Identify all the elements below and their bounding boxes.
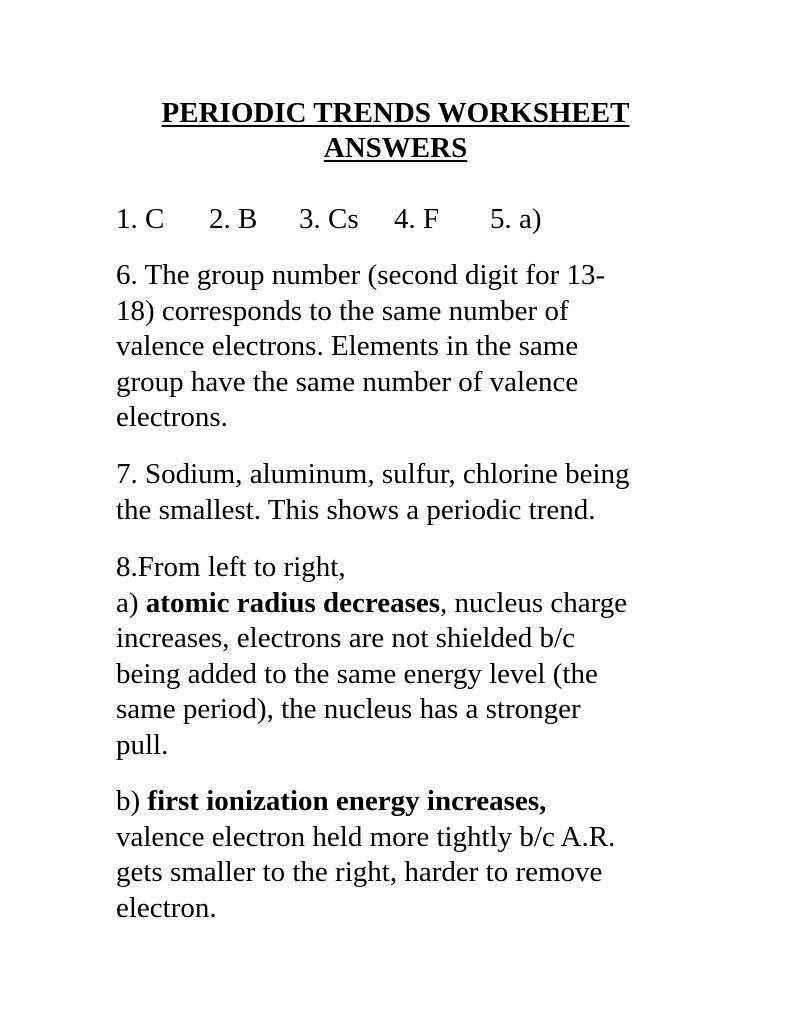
answer-8b (116, 784, 716, 926)
answer-8b-prefix: b) (116, 785, 148, 817)
answer-8b-line: electron. (116, 891, 217, 924)
answer-6-line: 18) corresponds to the same number of (116, 294, 569, 327)
answer-8b-first-line (116, 784, 716, 820)
answer-8a-line: same period), the nucleus has a stronger (116, 693, 581, 725)
answer-8a-rest: , nucleus charge (440, 586, 628, 619)
answer-3: 3. Cs (299, 203, 359, 235)
answer-6-line: group have the same number of valence (116, 365, 579, 398)
answer-8-intro: 8.From left to right, (116, 551, 346, 583)
answer-8a-first-line (116, 586, 716, 622)
answer-7 (116, 457, 716, 528)
answer-6-line: electrons. (116, 401, 228, 433)
answer-8a-line: pull. (116, 728, 169, 761)
answer-6 (116, 258, 716, 436)
answer-8a-prefix: a) (116, 586, 146, 619)
answer-5: 5. a) (490, 203, 542, 235)
title-line-2: ANSWERS (323, 132, 468, 164)
answer-7-line: 7. Sodium, aluminum, sulfur, chlorine being (116, 458, 630, 490)
title-line-1: PERIODIC TRENDS WORKSHEET (161, 97, 630, 129)
answer-6-line: 6. The group number (second digit for 13- (116, 259, 606, 291)
answer-8a (116, 550, 716, 763)
answer-4: 4. F (394, 203, 440, 235)
answer-8b-bold: first ionization energy increases, (147, 785, 547, 817)
answer-8b-line: valence electron held more tightly b/c A.R. (116, 820, 616, 853)
answer-8a-bold: atomic radius decreases (145, 586, 441, 619)
answer-8a-line: being added to the same energy level (the (116, 657, 598, 690)
answer-1: 1. C (116, 203, 165, 235)
answer-6-line: valence electrons. Elements in the same (116, 330, 579, 362)
answer-7-line: the smallest. This shows a periodic trend. (116, 493, 596, 526)
answer-2: 2. B (209, 203, 258, 235)
answer-8a-line: increases, electrons are not shielded b/c (116, 622, 575, 654)
answer-8b-line: gets smaller to the right, harder to remove (116, 856, 603, 888)
short-answers (116, 201, 676, 237)
